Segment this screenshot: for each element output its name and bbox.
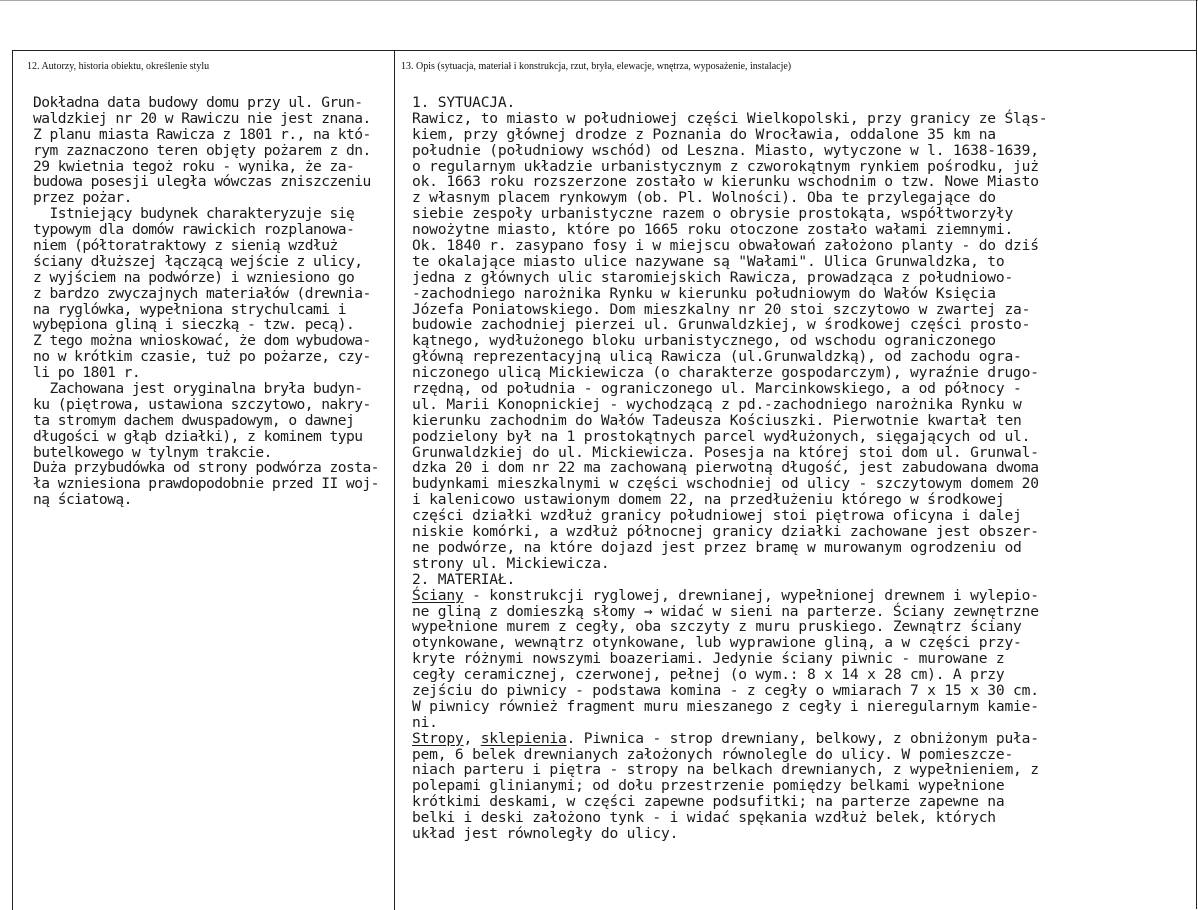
text-line: ła wzniesiona prawdopodobnie przed II woj- xyxy=(33,475,379,493)
text-line: Istniejący budynek charakteryzuje się xyxy=(33,205,355,223)
text-line: typowym dla domów rawickich rozplanowa- xyxy=(33,221,355,239)
text-line: główną reprezentacyjną ulicą Rawicza (ul.Grunwaldzką), od zachodu ogra- xyxy=(412,348,1022,366)
text-line: jedna z głównych ulic staromiejskich Rawicza, prowadząca z południowo- xyxy=(412,268,1014,286)
description-text-column xyxy=(412,95,1047,842)
text-line: otynkowane, wewnątrz otynkowane, lub wyprawione gliną, a w części przy- xyxy=(412,634,1022,652)
page-top-edge xyxy=(0,0,1198,1)
text-line: W piwnicy również fragment muru mieszanego z cegły i nieregularnym kamie- xyxy=(412,697,1039,715)
underlined-term: Ściany xyxy=(412,586,464,604)
text-line: rym zaznaczono teren objęty pożarem z dn. xyxy=(33,141,371,159)
text-line: wypełnione murem z cegły, oba szczyty z muru pruskiego. Zewnątrz ściany xyxy=(412,618,1022,636)
text-line: Z tego można wnioskować, że dom wybudowa- xyxy=(33,332,371,350)
text-line: i kalenicowo ustawionym domem 22, na przedłużeniu którego w środkowej xyxy=(412,491,1005,509)
history-text-column xyxy=(33,95,379,508)
text-line: Ok. 1840 r. zasypano fosy i w miejscu obwałowań założono planty - do dziś xyxy=(412,237,1039,255)
text-line: Stropy, sklepienia. Piwnica - strop drewniany, belkowy, z obniżonym puła- xyxy=(412,729,1039,747)
text-line: 29 kwietnia tegoż roku - wynika, że za- xyxy=(33,157,355,175)
text-line: siebie zespoły urbanistyczne razem o obrysie prostokąta, współtworzyły xyxy=(412,205,1014,223)
text-line: kątnego, wydłużonego bloku urbanistycznego, od wschodu ograniczonego xyxy=(412,332,996,350)
text-line: niach parteru i piętra - stropy na belkach drewnianych, z wypełnieniem, z xyxy=(412,761,1039,779)
text-line: ne gliną z domieszką słomy → widać w sieni na parterze. Ściany zewnętrzne xyxy=(412,602,1039,620)
text-line: budowa posesji uległa wówczas zniszczeniu xyxy=(33,173,371,191)
text-line: kierunku zachodnim do Wałów Tadeusza Kościuszki. Pierwotnie kwartał ten xyxy=(412,411,1022,429)
text-line: ne podwórze, na które dojazd jest przez bramę w murowanym ogrodzeniu od xyxy=(412,538,1022,556)
text-line: waldzkiej nr 20 w Rawiczu nie jest znana. xyxy=(33,109,371,127)
text-line: ta stromym dachem dwuspadowym, o dawnej xyxy=(33,411,355,429)
text-line: części działki wzdłuż granicy południowej stoi piętrowa oficyna i dalej xyxy=(412,507,1022,525)
text-line: li po 1801 r. xyxy=(33,364,141,382)
text-line: Dokładna data budowy domu przy ul. Grun- xyxy=(33,94,363,111)
text-line: niczonego ulicą Mickiewicza (o charakterze gospodarczym), wyraźnie drugo- xyxy=(412,364,1039,382)
text-line: o regularnym układzie urbanistycznym z czworokątnym rynkiem pośrodku, już xyxy=(412,157,1039,175)
text-line: na ryglówka, wypełniona strychulcami i xyxy=(33,300,346,318)
text-line: Grunwaldzkiej do ul. Mickiewicza. Posesja na której stoi dom ul. Grunwal- xyxy=(412,443,1039,461)
text-line: Duża przybudówka od strony podwórza zosta- xyxy=(33,459,379,477)
text-line: ni. xyxy=(412,713,438,731)
text-line: ok. 1663 roku rozszerzone zostało w kierunku wschodnim o tzw. Nowe Miasto xyxy=(412,173,1039,191)
text-line: ną ściatową. xyxy=(33,491,132,509)
text-line: te okalające miasto ulice nazywane są "Wałami". Ulica Grunwaldzka, to xyxy=(412,252,1005,270)
text-line: niskie komórki, a wzdłuż północnej granicy działki zachowane jest obszer- xyxy=(412,523,1039,541)
text-line: Ściany - konstrukcji ryglowej, drewnianej, wypełnionej drewnem i wylepio- xyxy=(412,586,1039,604)
text-line: zejściu do piwnicy - podstawa komina - z cegły o wmiarach 7 x 15 x 30 cm. xyxy=(412,681,1039,699)
text-line: cegły ceramicznej, czerwonej, pełnej (o wym.: 8 x 14 x 28 cm). A przy xyxy=(412,666,1005,684)
section-13-header: 13. Opis (sytuacja, materiał i konstrukcja, rzut, bryła, elewacje, wnętrza, wyposażenie, instalacje) xyxy=(401,61,792,72)
text-line: długości w głąb działki), z kominem typu xyxy=(33,427,363,445)
section-12-header: 12. Autorzy, historia obiektu, określenie stylu xyxy=(27,61,210,72)
form-left-rule xyxy=(12,50,13,910)
text-line: południe (południowy wschód) od Leszna. Miasto, wytyczone w l. 1638-1639, xyxy=(412,141,1039,159)
form-column-divider xyxy=(394,50,395,910)
text-line: dzka 20 i dom nr 22 ma zachowaną pierwotną długość, jest zabudowana dwoma xyxy=(412,459,1039,477)
text-line: 2. MATERIAŁ. xyxy=(412,570,516,588)
text-line: ku (piętrowa, ustawiona szczytowo, nakry- xyxy=(33,395,371,413)
text-line: budowie zachodniej pierzei ul. Grunwaldzkiej, w środkowej części prosto- xyxy=(412,316,1031,334)
text-line: niem (półtoratraktowy z sienią wzdłuż xyxy=(33,237,338,255)
text-line: butelkowego w tylnym trakcie. xyxy=(33,443,272,461)
text-line: Zachowana jest oryginalna bryła budyn- xyxy=(33,380,363,398)
text-line: kiem, przy głównej drodze z Poznania do Wrocławia, oddalone 35 km na xyxy=(412,125,996,143)
text-line: przez pożar. xyxy=(33,189,132,207)
text-line: polepami glinianymi; od dołu przestrzenie pomiędzy belkami wypełnione xyxy=(412,777,1005,795)
text-line: 1. SYTUACJA. xyxy=(412,94,516,111)
text-line: układ jest równoległy do ulicy. xyxy=(412,824,679,842)
text-line: Józefa Poniatowskiego. Dom mieszkalny nr 20 stoi szczytowo w zwartej za- xyxy=(412,300,1031,318)
underlined-term: sklepienia xyxy=(480,729,567,747)
text-line: z bardzo zwyczajnych materiałów (drewnia- xyxy=(33,284,371,302)
text-line: wybępiona gliną i sieczką - tzw. pecą). xyxy=(33,316,355,334)
text-line: budynkami mieszkalnymi w części wschodniej od ulicy - szczytowym domem 20 xyxy=(412,475,1039,493)
text-line: Z planu miasta Rawicza z 1801 r., na któ- xyxy=(33,125,371,143)
underlined-term: Stropy xyxy=(412,729,464,747)
text-line: ul. Marii Konopnickiej - wychodzącą z pd.-zachodniego narożnika Rynku w xyxy=(412,395,1022,413)
text-line: krótkimi deskami, w części zapewne podsufitki; na parterze zapewne na xyxy=(412,793,1005,811)
form-right-rule xyxy=(1196,0,1197,909)
text-line: Rawicz, to miasto w południowej części Wielkopolski, przy granicy ze Śląs- xyxy=(412,109,1048,127)
text-line: rzędną, od południa - ograniczonego ul. Marcinkowskiego, a od północy - xyxy=(412,380,1022,398)
text-line: ściany dłuższej łączącą wejście z ulicy, xyxy=(33,252,363,270)
text-line: no w krótkim czasie, tuż po pożarze, czy- xyxy=(33,348,371,366)
text-line: -zachodniego narożnika Rynku w kierunku południowym do Wałów Księcia xyxy=(412,284,996,302)
text-line: podzielony był na 1 prostokątnych parcel wydłużonych, sięgających od ul. xyxy=(412,427,1031,445)
text-line: belki i deski założono tynk - i widać spękania wzdłuż belek, których xyxy=(412,809,996,827)
text-line: kryte różnymi nowszymi boazeriami. Jedynie ściany piwnic - murowane z xyxy=(412,650,1005,668)
form-top-rule xyxy=(12,50,1196,51)
text-line: z własnym placem rynkowym (ob. Pl. Wolności). Oba te przylegające do xyxy=(412,189,996,207)
text-line: nowożytne miasto, które po 1665 roku otoczone zostało wałami ziemnymi. xyxy=(412,221,1014,239)
text-line: z wyjściem na podwórze) i wzniesiono go xyxy=(33,268,355,286)
text-line: pem, 6 belek drewnianych założonych równolegle do ulicy. W pomieszcze- xyxy=(412,745,1014,763)
text-line: strony ul. Mickiewicza. xyxy=(412,554,610,572)
